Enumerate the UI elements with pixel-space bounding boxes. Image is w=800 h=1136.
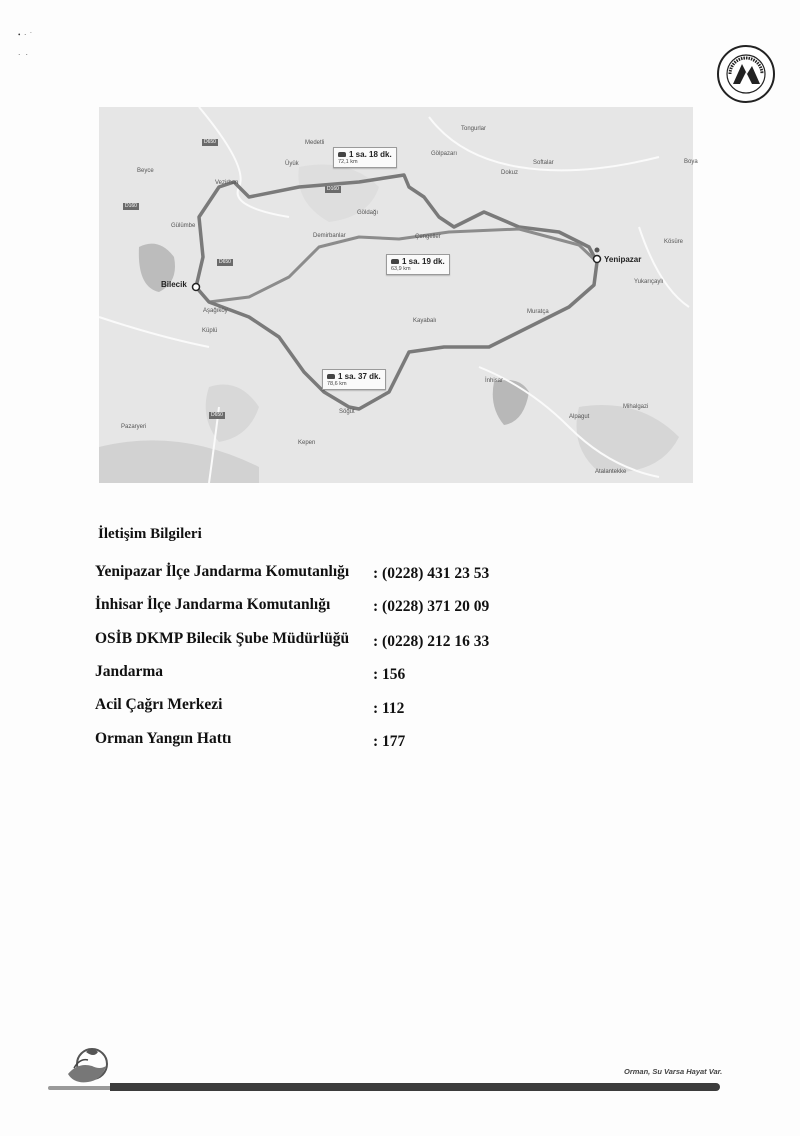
footer-bar-accent	[48, 1086, 118, 1090]
car-icon	[338, 152, 346, 157]
place-label: Kepen	[298, 440, 316, 446]
footer-emblem	[62, 1044, 110, 1090]
contact-value: : (0228) 431 23 53	[373, 565, 490, 582]
road-shield: D160	[125, 203, 137, 209]
road-shield: D650	[211, 412, 223, 418]
place-label: Dokuz	[501, 170, 519, 176]
route-map	[99, 107, 698, 483]
route-info-box[interactable]	[386, 254, 450, 275]
milli-parklar-logo	[716, 44, 776, 104]
footer-bar	[110, 1083, 720, 1091]
place-label: Demirbanlar	[313, 233, 346, 239]
place-label: Pazaryeri	[121, 424, 147, 430]
place-label: Aşağıköy	[203, 308, 228, 314]
place-label: Göldağı	[357, 210, 379, 216]
place-label: Muratça	[527, 309, 549, 315]
place-label: İnhisar	[485, 378, 504, 384]
place-label: Kayabalı	[413, 318, 437, 324]
place-label: Tongurlar	[461, 126, 487, 132]
contact-label: OSİB DKMP Bilecik Şube Müdürlüğü	[95, 630, 350, 647]
contact-label: Yenipazar İlçe Jandarma Komutanlığı	[95, 563, 350, 580]
road-shield: D650	[204, 139, 216, 145]
contact-label: Acil Çağrı Merkezi	[95, 696, 223, 713]
road-shield: D650	[219, 259, 231, 265]
route-time: 1 sa. 19 dk.	[402, 257, 445, 266]
route-distance: 78,6 km	[327, 381, 347, 387]
contact-value: : 177	[373, 733, 406, 750]
route-info-box[interactable]	[322, 369, 386, 390]
road-shield: D160	[327, 186, 339, 192]
route-distance: 72,1 km	[338, 159, 358, 165]
contact-value: : (0228) 371 20 09	[373, 598, 490, 615]
place-label: Kösüre	[664, 239, 684, 245]
place-label: Yukarıçaylı	[634, 279, 664, 285]
place-label: Gülümbe	[171, 223, 196, 229]
place-label: Beyce	[137, 168, 154, 174]
route-time: 1 sa. 18 dk.	[349, 150, 392, 159]
place-label: Alpagut	[569, 414, 590, 420]
place-label: Küplü	[202, 328, 218, 334]
car-icon	[391, 259, 399, 264]
contact-label: Orman Yangın Hattı	[95, 730, 232, 747]
place-label: Çengeller	[415, 234, 441, 240]
scan-specks: • · ˙ · ·	[18, 31, 33, 59]
place-label: Medetli	[305, 140, 325, 146]
place-label: Atalantekke	[595, 469, 627, 475]
route-time: 1 sa. 37 dk.	[338, 372, 381, 381]
place-label: Üyük	[285, 161, 299, 167]
footer-slogan: Orman, Su Varsa Hayat Var.	[624, 1067, 723, 1076]
car-icon	[327, 374, 335, 379]
place-label: Söğüt	[339, 409, 355, 415]
city-label-yenipazar: Yenipazar	[604, 255, 642, 264]
contacts-title: İletişim Bilgileri	[98, 526, 202, 542]
contact-label: Jandarma	[95, 663, 164, 680]
contact-label: İnhisar İlçe Jandarma Komutanlığı	[95, 596, 331, 613]
place-label: Gölpazarı	[431, 151, 458, 157]
contact-value: : 156	[373, 666, 406, 683]
city-label-bilecik: Bilecik	[161, 280, 187, 289]
place-label: Softalar	[533, 160, 554, 166]
place-label: Boya	[684, 159, 698, 165]
contact-value: : 112	[373, 700, 405, 717]
contact-value: : (0228) 212 16 33	[373, 633, 490, 650]
route-info-box[interactable]	[333, 147, 397, 168]
place-label: Mihalgazi	[623, 404, 649, 410]
place-label: Vezirhan	[215, 180, 239, 186]
route-distance: 63,9 km	[391, 266, 411, 272]
